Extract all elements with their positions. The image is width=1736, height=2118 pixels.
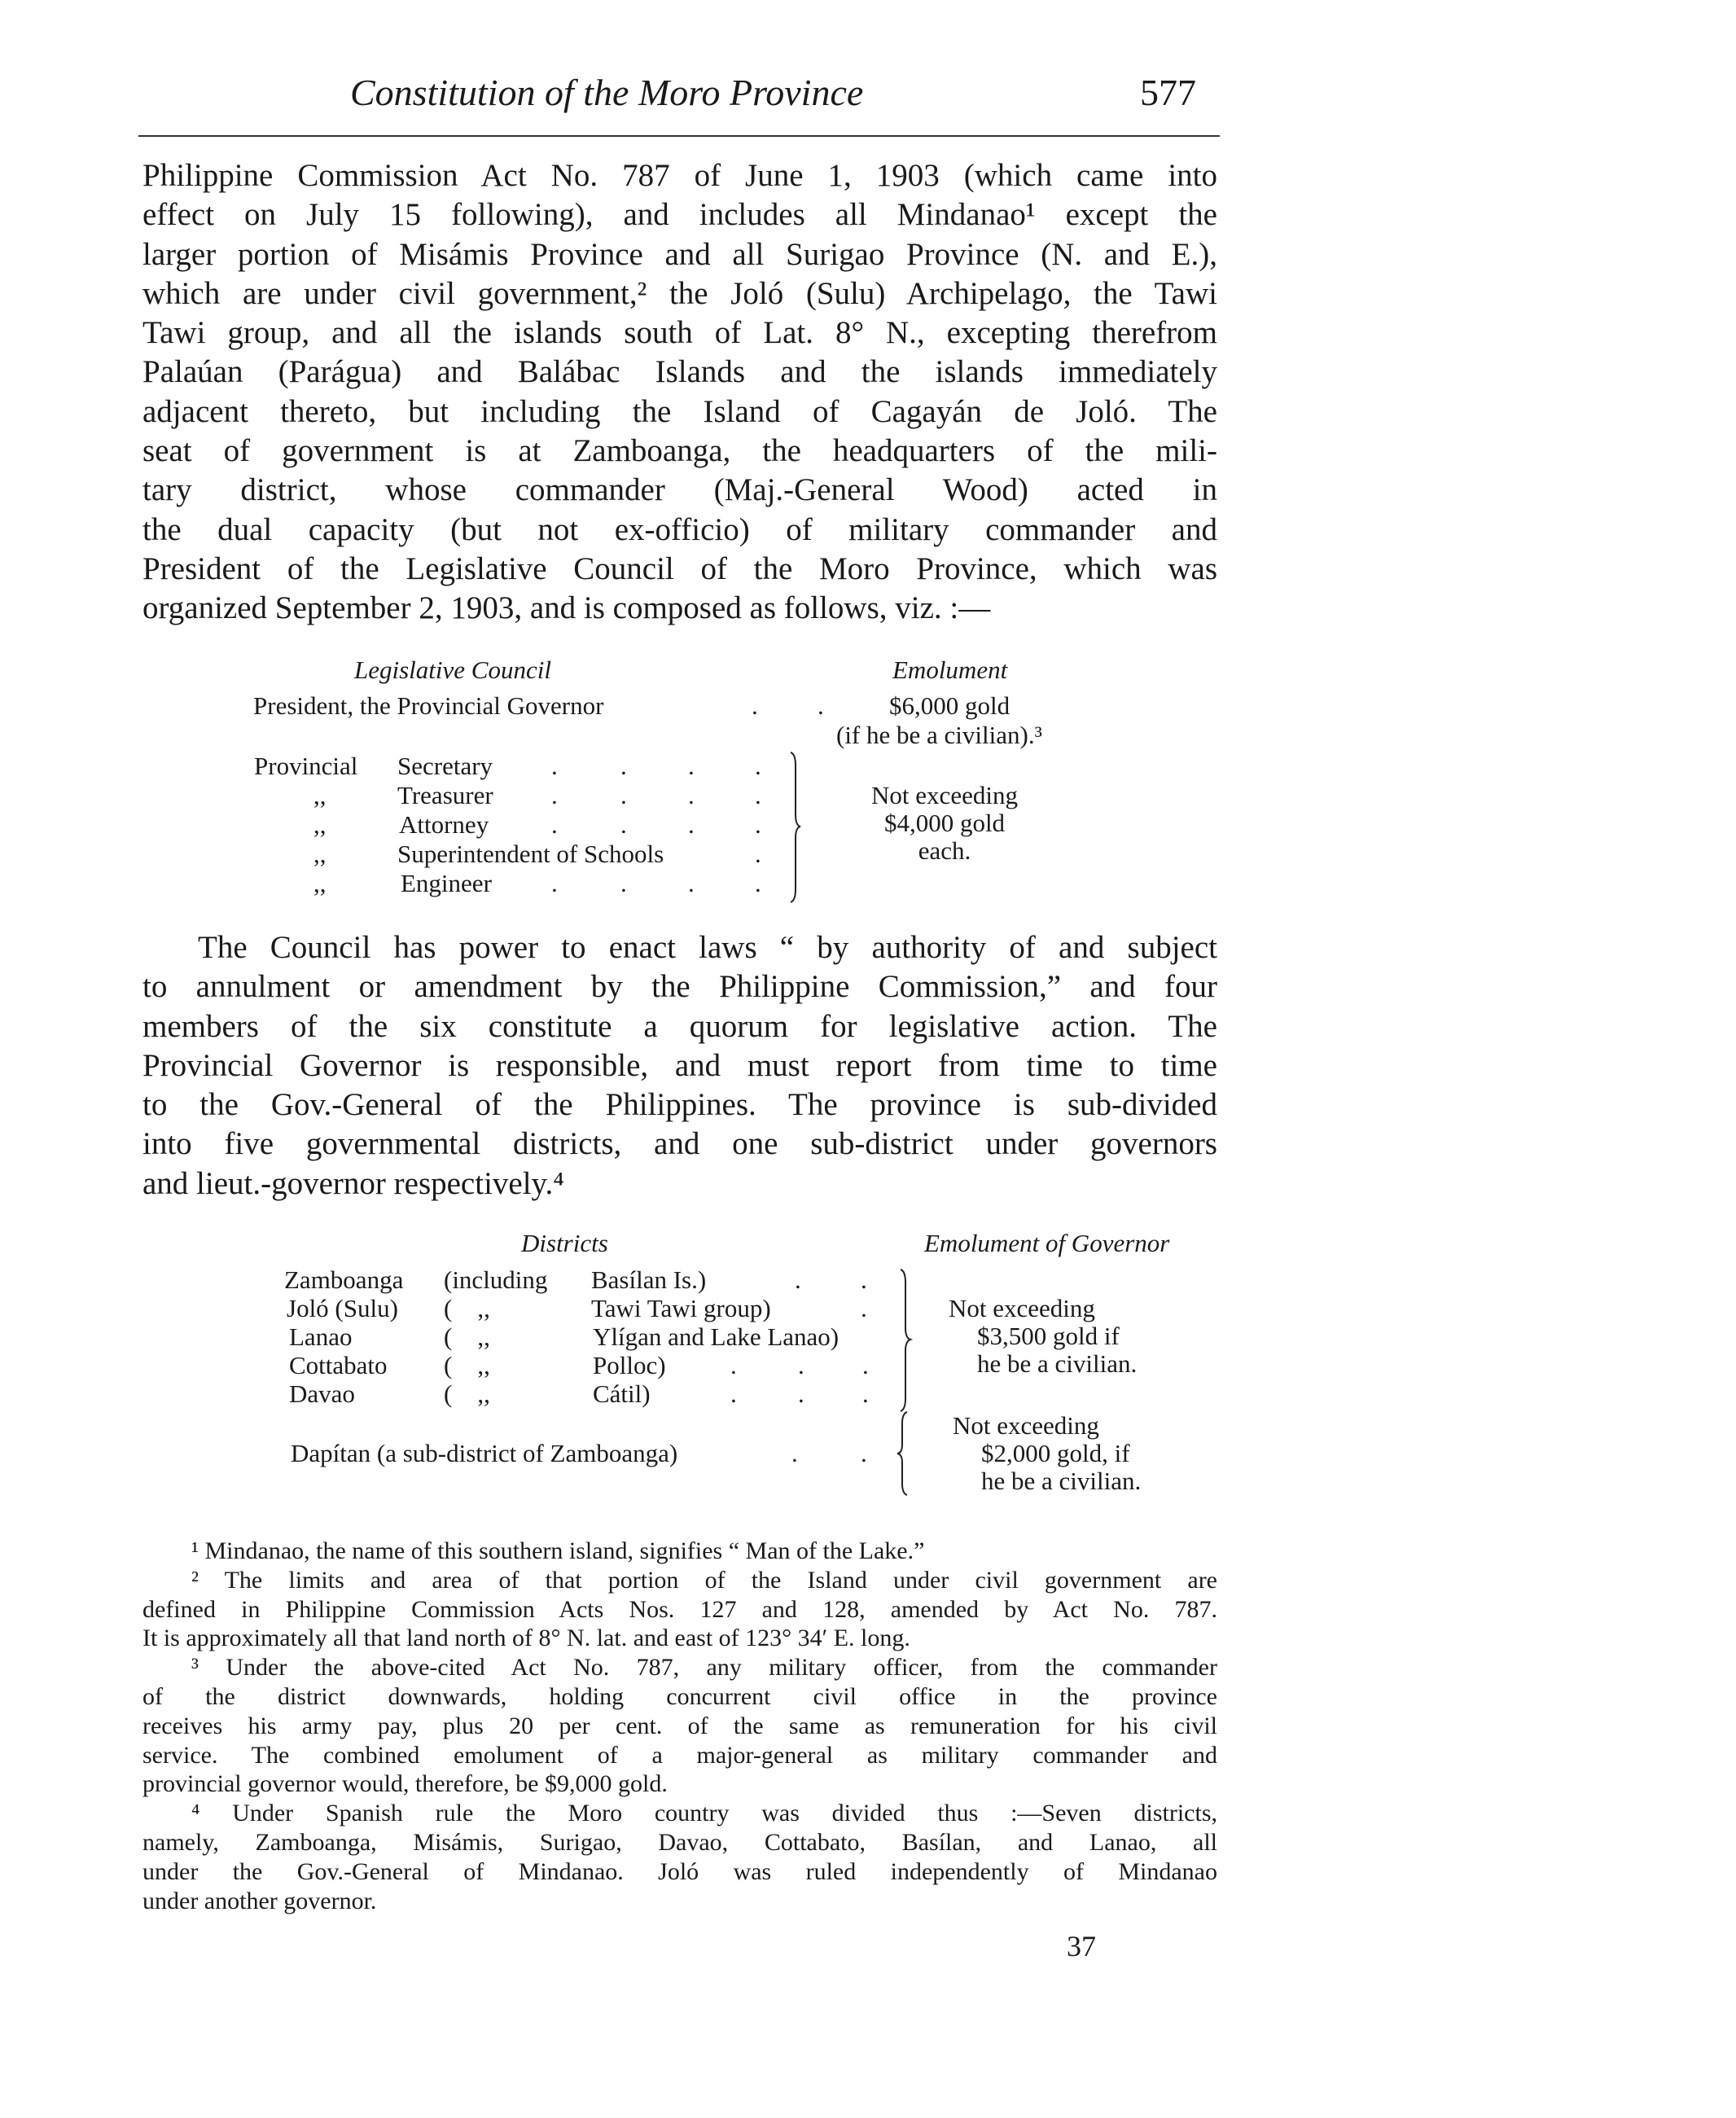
districts-emolument — [949, 1295, 1137, 1378]
text-line: which are under civil government,² the Joló (Sulu) Archipelago, the Tawi — [142, 275, 1217, 311]
footnote-line: service. The combined emolument of a major-general as military commander and — [142, 1741, 1217, 1769]
text-line: and lieut.-governor respectively.⁴ — [142, 1165, 564, 1201]
leader-dot: . — [795, 1265, 801, 1294]
emolument-line: Not exceeding — [953, 1411, 1099, 1440]
leader-dot: . — [620, 781, 627, 809]
district-area: Polloc) — [593, 1351, 666, 1379]
paragraph-1 — [142, 156, 1217, 629]
ditto-mark: ,, — [313, 810, 327, 839]
text-line: Philippine Commission Act No. 787 of June 1, 1903 (which came into — [142, 158, 1217, 193]
leader-dot: . — [688, 869, 695, 897]
paragraph-2 — [142, 928, 1217, 1204]
district-paren: ( ,, — [444, 1379, 490, 1408]
subdistrict-row: Dapítan (a sub-district of Zamboanga) — [291, 1439, 678, 1467]
members-emolument — [847, 782, 1042, 865]
footnote-line: ³ Under the above-cited Act No. 787, any military officer, from the commander — [191, 1654, 1217, 1682]
leader-dot: . — [688, 752, 695, 780]
president-emolument: $6,000 gold — [889, 691, 1010, 720]
leader-dot: . — [688, 781, 695, 809]
text-line: President of the Legislative Council of the Moro Province, which was — [142, 550, 1217, 586]
page-number: 577 — [1140, 72, 1196, 113]
leader-dot: . — [730, 1351, 737, 1379]
governor-emolument-header: Emolument of Governor — [924, 1229, 1170, 1257]
footnote-line: ¹ Mindanao, the name of this southern island, signifies “ Man of the Lake.” — [191, 1537, 925, 1564]
district-name: Lanao — [289, 1322, 353, 1351]
member-row: Superintendent of Schools — [397, 840, 664, 868]
district-name: Joló (Sulu) — [287, 1294, 398, 1322]
district-area: Ylígan and Lake Lanao) — [593, 1322, 840, 1351]
text-line: larger portion of Misámis Province and all Surigao Province (N. and E.), — [142, 236, 1217, 272]
text-line: Tawi group, and all the islands south of Lat. 8° N., excepting therefrom — [142, 315, 1217, 351]
district-area: Tawi Tawi group) — [591, 1294, 771, 1322]
member-row: Secretary — [397, 752, 493, 780]
district-name: Cottabato — [289, 1351, 388, 1379]
member-row: Attorney — [399, 810, 489, 839]
leader-dot: . — [798, 1351, 804, 1379]
emolument-line: $4,000 gold — [883, 809, 1006, 837]
leader-dot: . — [688, 810, 695, 839]
leader-dot: . — [551, 810, 558, 839]
leader-dot: . — [752, 691, 758, 720]
leader-dot: . — [755, 781, 761, 809]
footnote-line: provincial governor would, therefore, be $9,000 gold. — [142, 1770, 668, 1798]
text-line: into five governmental districts, and one sub-district under governors — [142, 1126, 1217, 1162]
leader-dot: . — [551, 869, 558, 897]
text-line: The Council has power to enact laws “ by authority of and subject — [198, 930, 1217, 965]
footnotes — [142, 1537, 1217, 1916]
district-area: Cátil) — [593, 1379, 651, 1408]
emolument-line: Not exceeding — [949, 1294, 1095, 1322]
text-line: to the Gov.-General of the Philippines. The province is sub-divided — [142, 1087, 1217, 1123]
header-rule — [138, 135, 1220, 137]
signature-mark: 37 — [1067, 1930, 1096, 1962]
text-line: tary district, whose commander (Maj.-General Wood) acted in — [142, 472, 1217, 508]
emolument-header: Emolument — [892, 656, 1008, 684]
emolument-line: he be a civilian. — [977, 1349, 1138, 1378]
district-paren: (including — [444, 1265, 548, 1294]
footnote-line: ² The limits and area of that portion of the Island under civil government are — [191, 1566, 1217, 1594]
footnote-line: It is approximately all that land north of 8° N. lat. and east of 123° 34′ E. long. — [142, 1625, 910, 1652]
subdistrict-emolument — [953, 1412, 1141, 1495]
footnote-line: of the district downwards, holding concurrent civil office in the province — [142, 1682, 1217, 1710]
footnote-line: defined in Philippine Commission Acts Nos. 127 and 128, amended by Act No. 787. — [142, 1595, 1217, 1623]
leader-dot: . — [620, 869, 627, 897]
leader-dot: . — [818, 691, 824, 720]
ditto-mark: ,, — [313, 840, 327, 868]
footnote-line: under the Gov.-General of Mindanao. Joló was ruled independently of Mindanao — [142, 1857, 1217, 1885]
president-row: President, the Provincial Governor — [253, 691, 604, 720]
ditto-mark: ,, — [313, 869, 327, 897]
district-paren: ( ,, — [444, 1294, 490, 1322]
emolument-line: each. — [918, 836, 971, 865]
leader-dot: . — [862, 1351, 869, 1379]
right-brace-icon — [786, 749, 804, 904]
text-line: effect on July 15 following), and includes all Mindanao¹ except the — [142, 197, 1217, 233]
emolument-line: he be a civilian. — [981, 1467, 1142, 1495]
leader-dot: . — [755, 752, 761, 780]
member-row: Treasurer — [397, 781, 493, 809]
leader-dot: . — [861, 1265, 867, 1294]
members-prefix: Provincial — [254, 752, 358, 780]
leader-dot: . — [791, 1439, 798, 1467]
emolument-line: Not exceeding — [871, 781, 1018, 809]
footnote-line: ⁴ Under Spanish rule the Moro country was divided thus :—Seven districts, — [191, 1800, 1217, 1827]
council-header: Legislative Council — [354, 656, 551, 684]
leader-dot: . — [755, 840, 761, 868]
text-line: organized September 2, 1903, and is composed as follows, viz. :— — [142, 590, 991, 626]
text-line: Palaúan (Parágua) and Balábac Islands and the islands immediately — [142, 354, 1217, 390]
footnote-line: under another governor. — [142, 1887, 377, 1914]
district-name: Davao — [289, 1379, 355, 1408]
footnote-line: receives his army pay, plus 20 per cent. of the same as remuneration for his civil — [142, 1712, 1217, 1739]
leader-dot: . — [730, 1379, 737, 1408]
districts-header: Districts — [521, 1229, 608, 1257]
leader-dot: . — [755, 869, 761, 897]
left-brace-icon — [896, 1409, 914, 1498]
emolument-line: $3,500 gold if — [977, 1322, 1120, 1350]
president-emolument-note: (if he be a civilian).³ — [836, 721, 1042, 749]
leader-dot: . — [620, 752, 627, 780]
text-line: the dual capacity (but not ex-officio) of military commander and — [142, 511, 1217, 547]
leader-dot: . — [620, 810, 627, 839]
text-line: adjacent thereto, but including the Island of Cagayán de Joló. The — [142, 393, 1217, 429]
running-header-title: Constitution of the Moro Province — [350, 72, 864, 113]
ditto-mark: ,, — [313, 781, 327, 809]
text-line: seat of government is at Zamboanga, the headquarters of the mili- — [142, 433, 1217, 469]
district-name: Zamboanga — [284, 1265, 404, 1294]
district-area: Basílan Is.) — [591, 1265, 707, 1294]
emolument-line: $2,000 gold, if — [981, 1439, 1130, 1467]
leader-dot: . — [861, 1439, 867, 1467]
text-line: Provincial Governor is responsible, and must report from time to time — [142, 1047, 1217, 1083]
leader-dot: . — [755, 810, 761, 839]
footnote-line: namely, Zamboanga, Misámis, Surigao, Davao, Cottabato, Basílan, and Lanao, all — [142, 1828, 1217, 1856]
right-brace-icon — [896, 1266, 914, 1413]
leader-dot: . — [551, 752, 558, 780]
leader-dot: . — [551, 781, 558, 809]
leader-dot: . — [862, 1379, 869, 1408]
district-paren: ( ,, — [444, 1322, 490, 1351]
leader-dot: . — [861, 1294, 867, 1322]
leader-dot: . — [798, 1379, 804, 1408]
text-line: to annulment or amendment by the Philippine Commission,” and four — [142, 969, 1217, 1005]
text-line: members of the six constitute a quorum for legislative action. The — [142, 1008, 1217, 1044]
member-row: Engineer — [401, 869, 492, 897]
district-paren: ( ,, — [444, 1351, 490, 1379]
